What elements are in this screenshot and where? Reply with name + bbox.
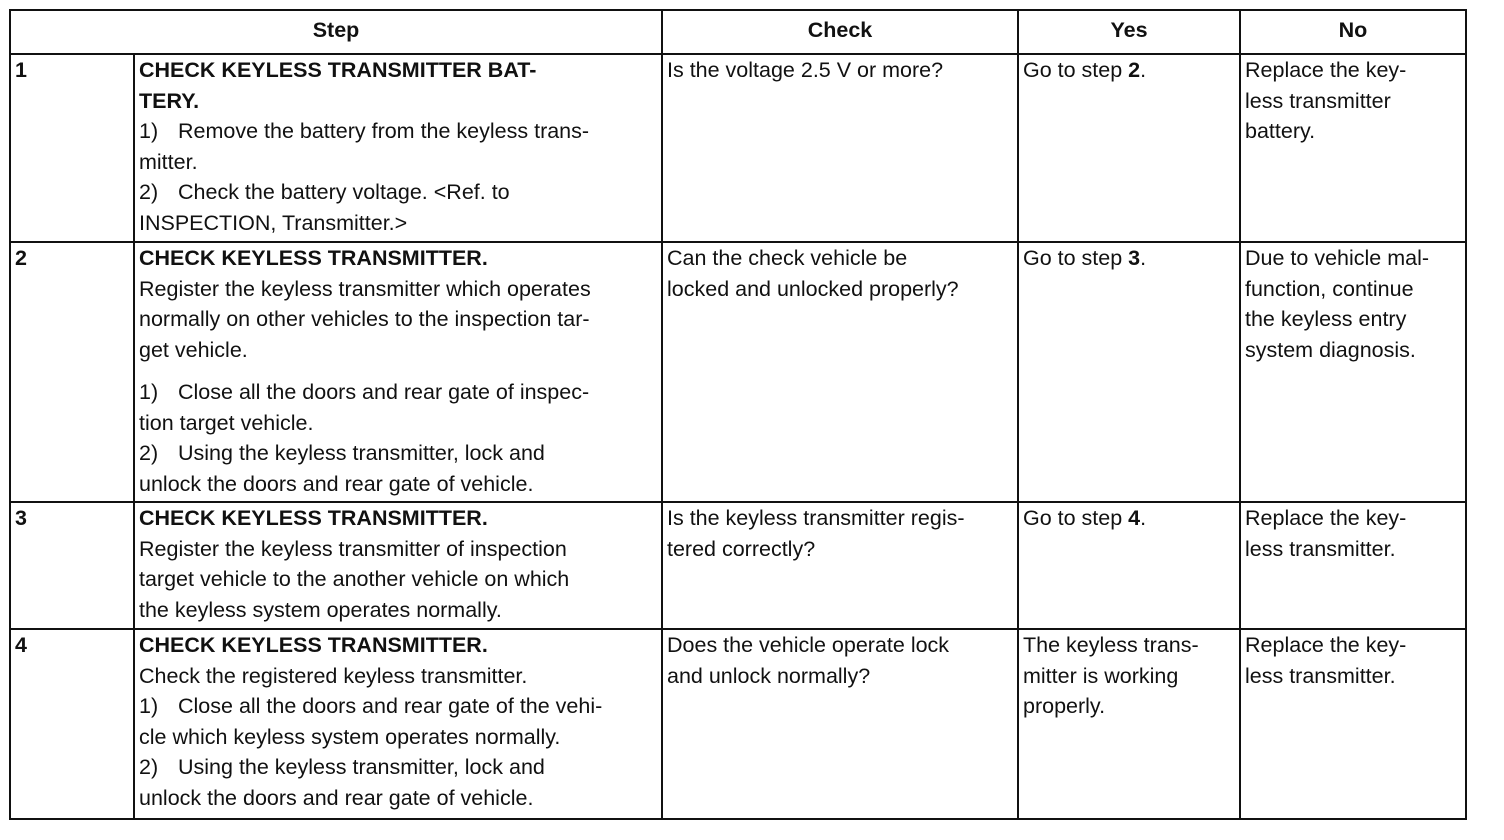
step-description [134, 54, 662, 242]
step-number: 1 [10, 54, 134, 242]
sub-step: 2) Using the keyless transmitter, lock and unlock the doors and rear gate of vehicle. [139, 441, 545, 496]
sub-step: 1) Close all the doors and rear gate of inspec- tion target vehicle. [139, 380, 590, 435]
table-row [10, 629, 1466, 819]
table-row [10, 502, 1466, 629]
yes-cell: The keyless trans- mitter is working properly. [1018, 629, 1240, 819]
step-number: 3 [10, 502, 134, 629]
check-cell: Is the keyless transmitter regis- tered correctly? [662, 502, 1018, 629]
header-no: No [1240, 10, 1466, 54]
diagnosis-table [9, 9, 1467, 820]
check-cell: Does the vehicle operate lock and unlock normally? [662, 629, 1018, 819]
step-text: Check the registered keyless transmitter. [139, 663, 528, 688]
header-yes: Yes [1018, 10, 1240, 54]
no-cell: Replace the key- less transmitter battery. [1240, 54, 1466, 242]
step-title: CHECK KEYLESS TRANSMITTER. [139, 633, 488, 657]
table-row [10, 242, 1466, 502]
sub-step: 1) Remove the battery from the keyless trans- mitter. [139, 119, 590, 174]
step-title: CHECK KEYLESS TRANSMITTER. [139, 506, 488, 530]
check-cell: Can the check vehicle be locked and unlocked properly? [662, 242, 1018, 502]
no-cell: Due to vehicle mal- function, continue the keyless entry system diagnosis. [1240, 242, 1466, 502]
sub-step: 2) Using the keyless transmitter, lock and unlock the doors and rear gate of vehicle. [139, 755, 545, 810]
check-cell: Is the voltage 2.5 V or more? [662, 54, 1018, 242]
step-title: CHECK KEYLESS TRANSMITTER. [139, 246, 488, 270]
sub-step: 2) Check the battery voltage. <Ref. to INSPECTION, Transmitter.> [139, 180, 510, 235]
header-row [10, 10, 1466, 54]
header-step: Step [10, 10, 662, 54]
step-title: CHECK KEYLESS TRANSMITTER BAT- TERY. [139, 58, 537, 113]
step-number: 2 [10, 242, 134, 502]
step-description [134, 629, 662, 819]
step-text: Register the keyless transmitter of inspection target vehicle to the another vehicle on which the keyless system operates normally. [139, 536, 570, 622]
no-cell: Replace the key- less transmitter. [1240, 629, 1466, 819]
step-number: 4 [10, 629, 134, 819]
yes-cell: Go to step 4. [1018, 502, 1240, 629]
step-description [134, 502, 662, 629]
header-check: Check [662, 10, 1018, 54]
yes-cell: Go to step 3. [1018, 242, 1240, 502]
yes-cell: Go to step 2. [1018, 54, 1240, 242]
step-description [134, 242, 662, 502]
sub-step: 1) Close all the doors and rear gate of the vehi- cle which keyless system operates normally. [139, 694, 603, 749]
no-cell: Replace the key- less transmitter. [1240, 502, 1466, 629]
table-row [10, 54, 1466, 242]
step-text: Register the keyless transmitter which operates normally on other vehicles to the inspection tar- get vehicle. [139, 276, 591, 362]
